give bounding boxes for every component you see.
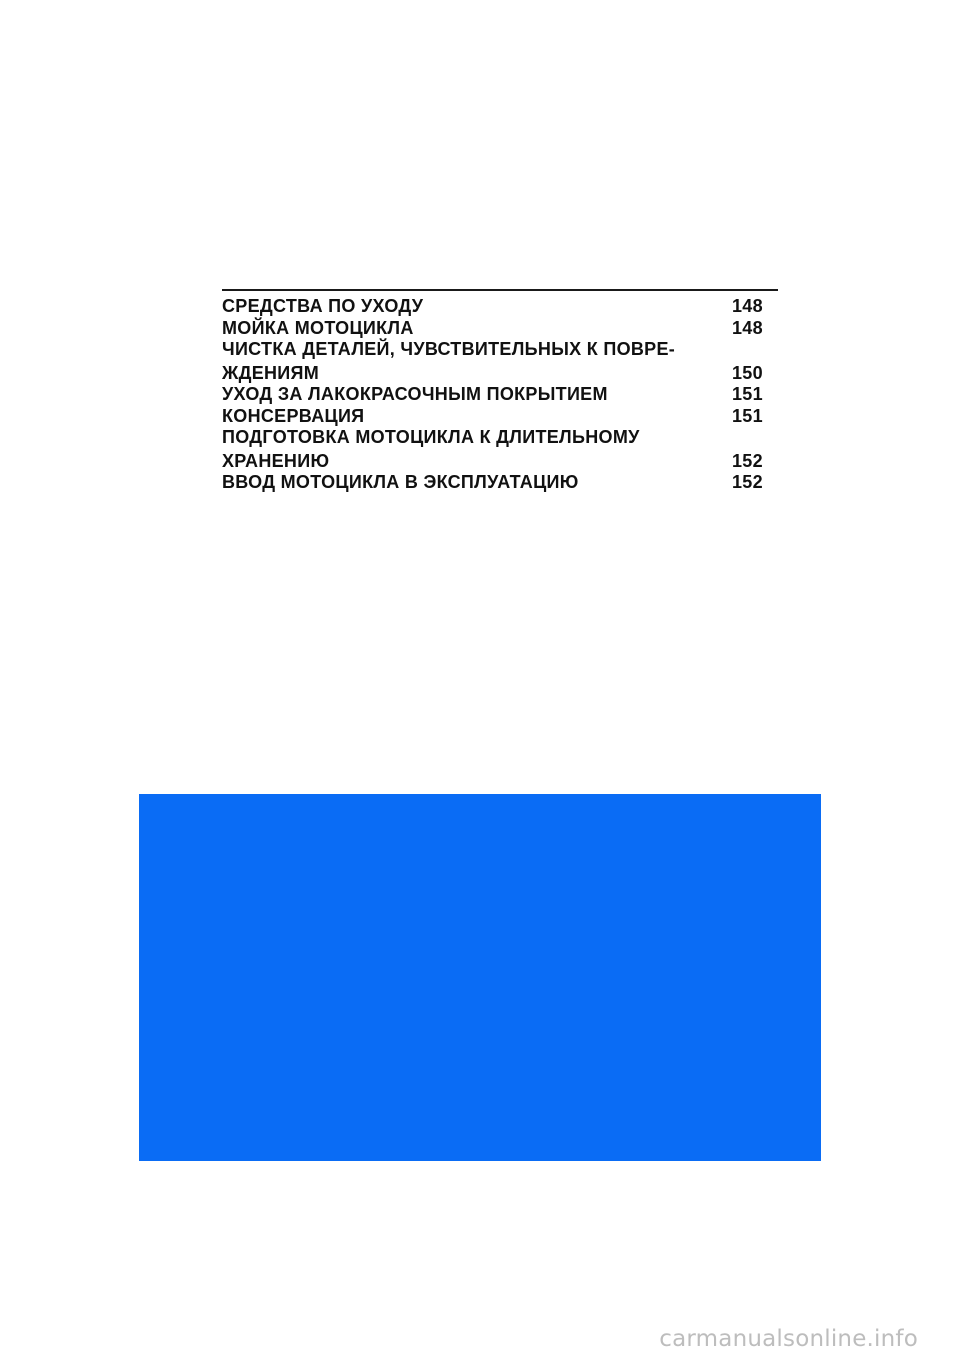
toc-entry-title [222, 318, 732, 340]
watermark: carmanualsonline.info [659, 1326, 918, 1352]
toc-entry-title-line: ЖДЕНИЯМ [222, 362, 320, 383]
toc-entry-title [222, 339, 732, 384]
toc-entry-title [222, 427, 732, 472]
toc-entry-title-line: МОЙКА МОТОЦИКЛА [222, 317, 414, 338]
toc-entry-title [222, 406, 732, 428]
toc-entry-washing[interactable] [222, 318, 778, 340]
toc-entry-page-number: 152 [732, 472, 763, 492]
toc-entry-page-number: 148 [732, 296, 763, 316]
toc-entry-title-line: ХРАНЕНИЮ [222, 450, 330, 471]
toc-entry-title [222, 472, 732, 494]
toc-entry-page-number: 150 [732, 362, 763, 383]
toc-entry-paint-care[interactable] [222, 384, 778, 406]
toc-entry-title-line: ВВОД МОТОЦИКЛА В ЭКСПЛУАТАЦИЮ [222, 472, 579, 492]
toc-entry-title-line: КОНСЕРВАЦИЯ [222, 405, 365, 426]
toc-entry-title-line: ПОДГОТОВКА МОТОЦИКЛА К ДЛИТЕЛЬНОМУ [222, 427, 640, 447]
toc-entry-page-number: 151 [732, 405, 763, 426]
toc-entry-title-line: ЧИСТКА ДЕТАЛЕЙ, ЧУВСТВИТЕЛЬНЫХ К ПОВРЕ- [222, 339, 676, 359]
toc-entry-page-number: 151 [732, 384, 763, 404]
toc-entry-page-number: 148 [732, 317, 763, 338]
toc-entry-putting-into-operation[interactable] [222, 472, 778, 494]
toc-entry-cleaning-sensitive-parts[interactable] [222, 339, 778, 384]
toc-entry-care-products[interactable] [222, 296, 778, 318]
toc-entry-storage-preparation[interactable] [222, 427, 778, 472]
table-of-contents [222, 289, 778, 494]
toc-entry-title [222, 296, 732, 318]
chapter-color-panel [139, 794, 821, 1161]
toc-entry-page-number: 152 [732, 450, 763, 471]
toc-entry-preservation[interactable] [222, 406, 778, 428]
toc-entry-title-line: УХОД ЗА ЛАКОКРАСОЧНЫМ ПОКРЫТИЕМ [222, 384, 608, 404]
toc-entry-title [222, 384, 732, 406]
toc-entry-title-line: СРЕДСТВА ПО УХОДУ [222, 296, 424, 316]
